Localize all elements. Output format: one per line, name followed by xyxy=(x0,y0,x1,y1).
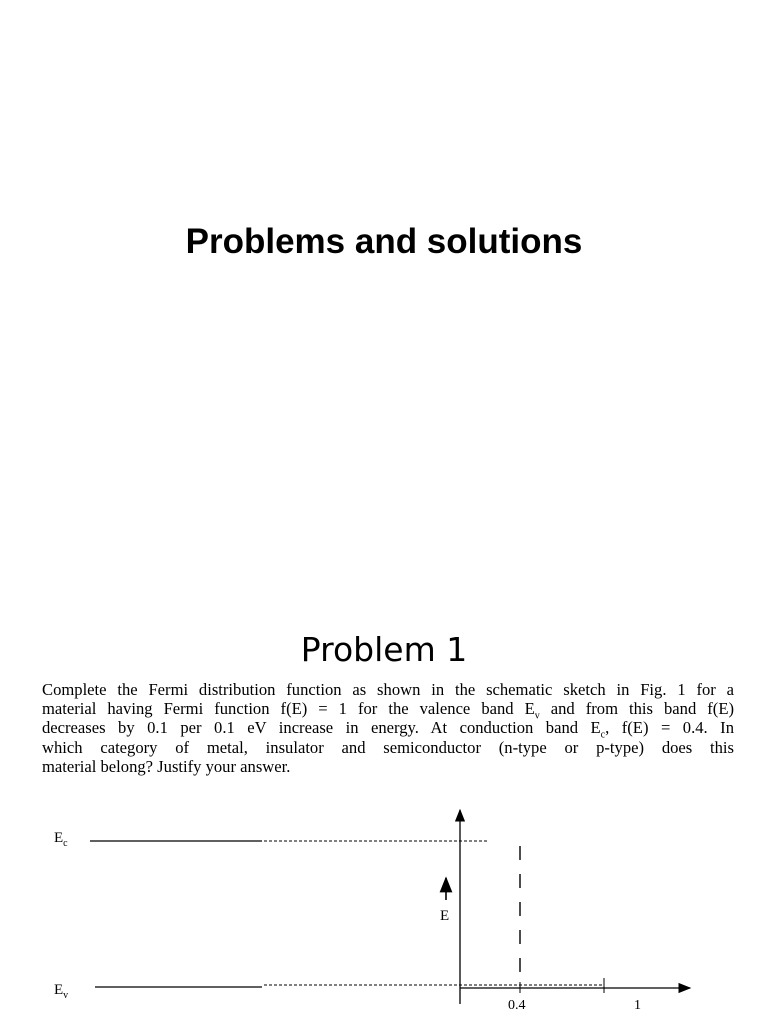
fermi-sketch xyxy=(0,512,768,1024)
energy-axis-label: E xyxy=(440,908,450,924)
problem-line-5: material belong? Justify your answer. xyxy=(42,756,291,776)
problem-line-1: Complete the Fermi distribution function as shown in the schematic sketch in Fig. 1 for a xyxy=(42,680,734,699)
problem-line-2-text: material having Fermi function f(E) = 1 for the valence band E xyxy=(42,699,535,719)
problem-line-2-tail: and from this band f(E) xyxy=(539,699,734,719)
slide-title: Problems and solutions xyxy=(185,222,583,261)
valence-band-subscript: v xyxy=(534,710,540,722)
slide-2 xyxy=(0,512,768,1024)
problem-line-3-tail: , f(E) = 0.4. In xyxy=(605,718,734,738)
ev-label: $E_v$ xyxy=(54,982,69,1001)
conduction-band-subscript: c xyxy=(600,729,606,741)
problem-line-3-text: decreases by 0.1 per 0.1 eV increase in energy. At conduction band E xyxy=(42,718,601,738)
tick-label-1: 1 xyxy=(634,998,641,1013)
tick-label-04: 0.4 xyxy=(508,998,526,1013)
ec-label: $E_c$ xyxy=(54,830,68,849)
problem-line-4: which category of metal, insulator and semiconductor (n-type or p-type) does this xyxy=(42,737,734,757)
problem-title: Problem 1 xyxy=(300,630,468,669)
